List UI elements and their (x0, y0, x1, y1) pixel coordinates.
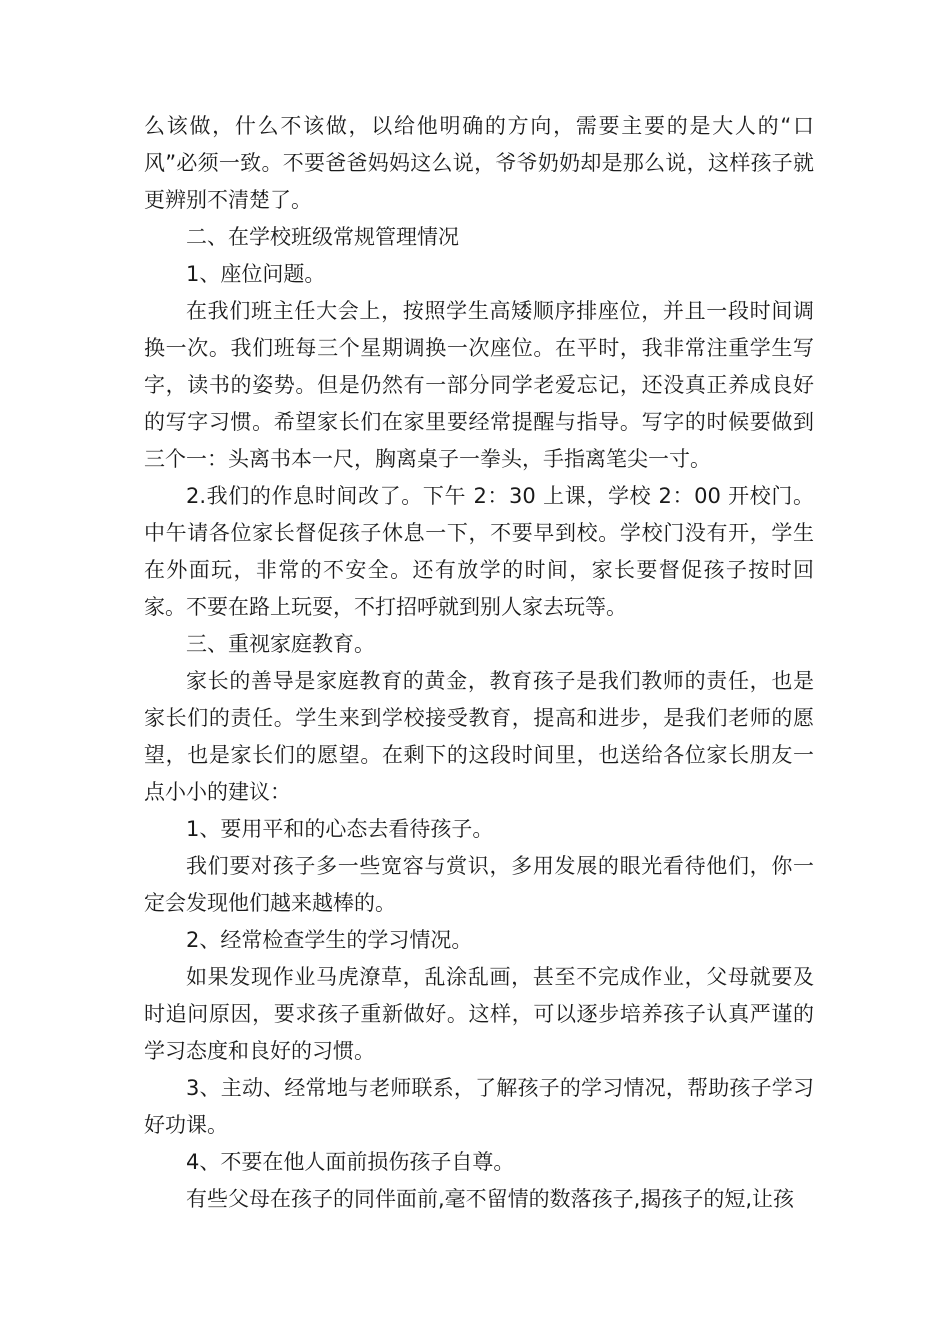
section-heading-family-education: 三、重视家庭教育。 (186, 632, 375, 656)
subheading-self-esteem: 4、不要在他人面前损伤孩子自尊。 (186, 1150, 515, 1174)
subheading-calm-attitude: 1、要用平和的心态去看待孩子。 (186, 817, 494, 841)
paragraph-self-esteem: 有些父母在孩子的同伴面前,毫不留情的数落孩子,揭孩子的短,让孩 (186, 1187, 795, 1211)
document-body (144, 108, 814, 1218)
paragraph-schedule: 2.我们的作息时间改了。下午 2：30 上课，学校 2：00 开校门。中午请各位家长督促孩子休息一下，不要早到校。学校门没有开，学生在外面玩，非常的不安全。还有放学的时间，家长要督促孩子按时回家。不要在路上玩耍，不打招呼就到别人家去玩等。 (144, 484, 814, 619)
paragraph-family-education: 家长的善导是家庭教育的黄金，教育孩子是我们教师的责任，也是家长们的责任。学生来到学校接受教育，提高和进步，是我们老师的愿望，也是家长们的愿望。在剩下的这段时间里，也送给各位家长朋友一点小小的建议： (144, 669, 814, 804)
subheading-contact-teacher: 3、主动、经常地与老师联系，了解孩子的学习情况，帮助孩子学习好功课。 (144, 1076, 814, 1137)
section-heading-school-management: 二、在学校班级常规管理情况 (186, 225, 459, 249)
subheading-check-study: 2、经常检查学生的学习情况。 (186, 928, 473, 952)
paragraph-continuation: 么该做，什么不该做，以给他明确的方向，需要主要的是大人的“口风”必须一致。不要爸爸妈妈这么说，爷爷奶奶却是那么说，这样孩子就更辨别不清楚了。 (144, 114, 814, 212)
paragraph-calm-attitude: 我们要对孩子多一些宽容与赏识，多用发展的眼光看待他们，你一定会发现他们越来越棒的。 (144, 854, 814, 915)
paragraph-seating: 在我们班主任大会上，按照学生高矮顺序排座位，并且一段时间调换一次。我们班每三个星期调换一次座位。在平时，我非常注重学生写字，读书的姿势。但是仍然有一部分同学老爱忘记，还没真正养成良好的写字习惯。希望家长们在家里要经常提醒与指导。写字的时候要做到三个一：头离书本一尺，胸离桌子一拳头，手指离笔尖一寸。 (144, 299, 814, 471)
paragraph-check-study: 如果发现作业马虎潦草，乱涂乱画，甚至不完成作业，父母就要及时追问原因，要求孩子重新做好。这样，可以逐步培养孩子认真严谨的学习态度和良好的习惯。 (144, 965, 814, 1063)
subheading-seating: 1、座位问题。 (186, 262, 326, 286)
